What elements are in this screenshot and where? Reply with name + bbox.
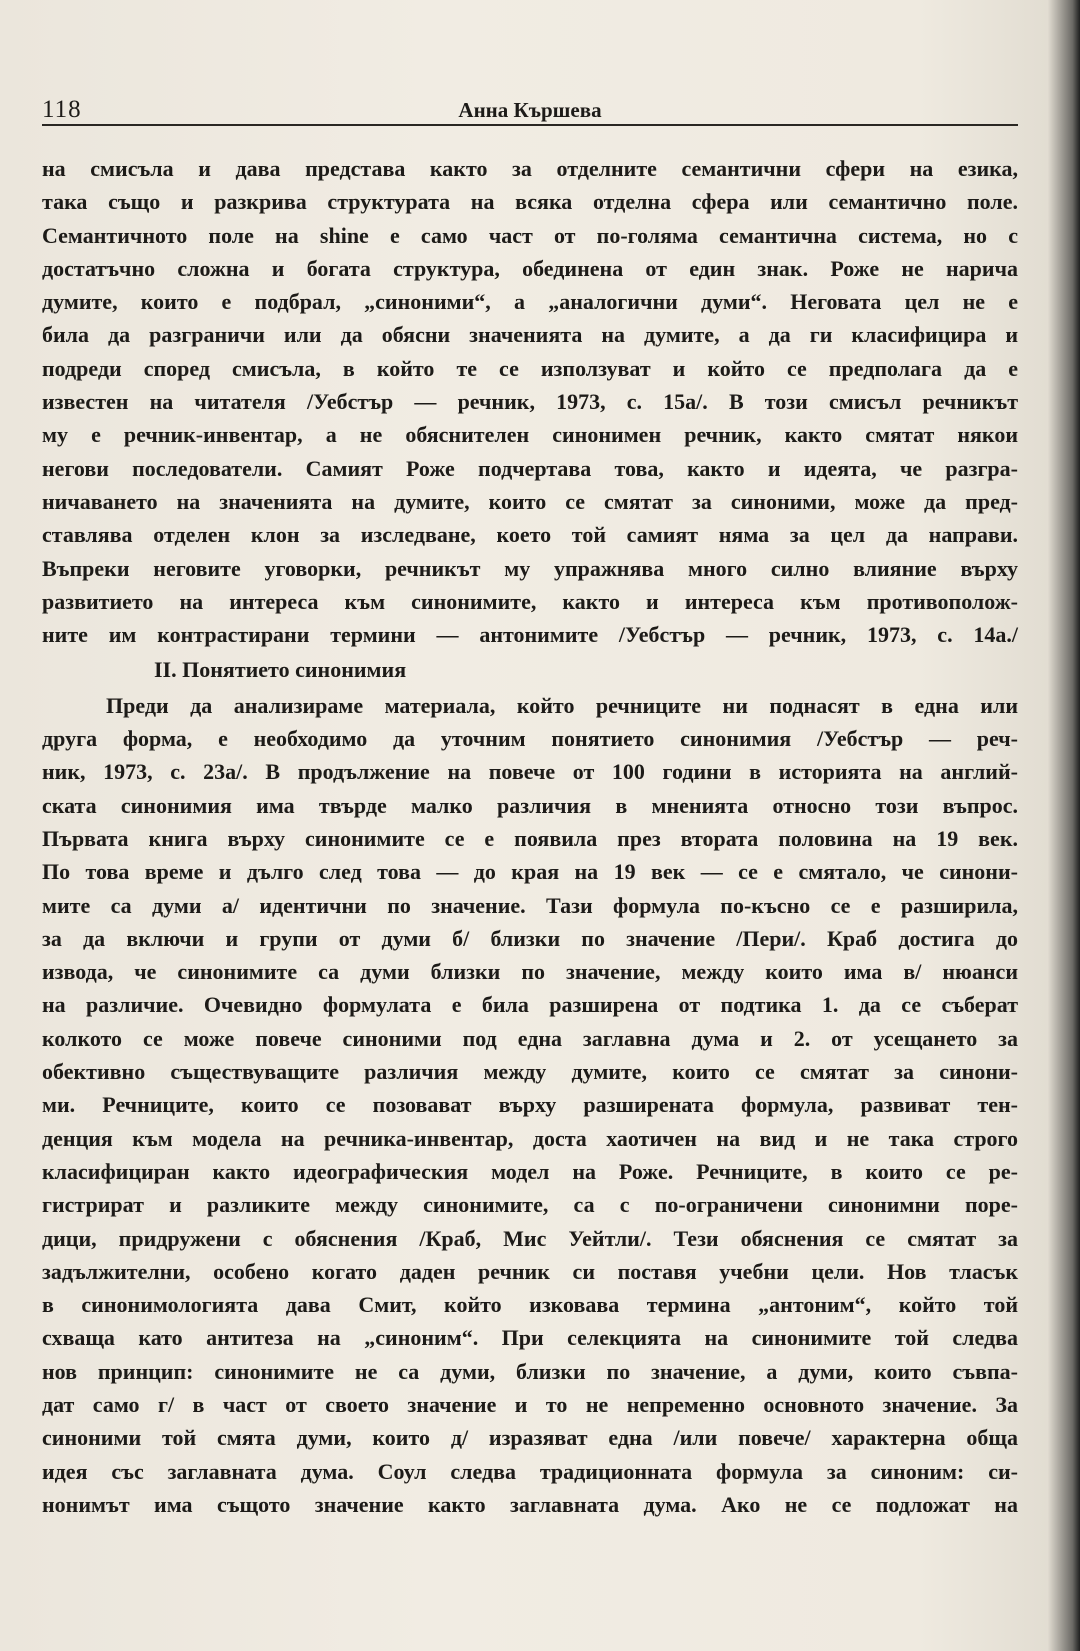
text-line: денция към модела на речника-инвентар, доста хаотичен на вид и не така строго <box>42 1125 1018 1151</box>
text-line: известен на читателя /Уебстър — речник, 1973, с. 15а/. В този смисъл речникът <box>42 389 1018 415</box>
text-line: така също и разкрива структурата на всяка отделна сфера или семантично поле. <box>42 189 1018 215</box>
text-line: мите са думи а/ идентични по значение. Тази формула по-късно се е разширила, <box>42 892 1018 918</box>
text-line: колкото се може повече синоними под една заглавна дума и 2. от усещането за <box>42 1025 1018 1051</box>
text-line: класифициран както идеографическия модел на Роже. Речниците, в които се ре- <box>42 1158 1018 1184</box>
text-line: на смисъла и дава представа както за отделните семантични сфери на езика, <box>42 156 1018 181</box>
text-line: Семантичното поле на shine е само част от по-голяма семантична система, но с <box>42 222 1018 248</box>
text-line: му е речник-инвентар, а не обяснителен синонимен речник, както смятат някои <box>42 422 1018 448</box>
paragraph-2 <box>42 689 1018 1521</box>
text-line: ската синонимия има твърде малко различия в мненията относно този въпрос. <box>42 792 1018 818</box>
text-line: По това време и дълго след това — до края на 19 век — се е смятало, че синони- <box>42 859 1018 885</box>
text-line: Въпреки неговите уговорки, речникът му упражнява много силно влияние върху <box>42 555 1018 581</box>
text-line: ставлява отделен клон за изследване, което той самият няма за цел да направи. <box>42 522 1018 548</box>
text-line: ник, 1973, с. 23а/. В продължение на повече от 100 години в историята на англий- <box>42 759 1018 785</box>
text-line: в синонимологията дава Смит, който изковава термина „антоним“, който той <box>42 1292 1018 1318</box>
running-head-author: Анна Кършева <box>458 98 602 122</box>
text-line: нонимът има същото значение както заглавната дума. Ако не се подложат на <box>42 1491 1018 1517</box>
text-line: Първата книга върху синонимите се е появила през втората половина на 19 век. <box>42 825 1018 851</box>
text-line: развитието на интереса към синонимите, както и интереса към противополож- <box>42 588 1018 614</box>
text-line: извода, че синонимите са думи близки по значение, между които има в/ нюанси <box>42 959 1018 985</box>
text-line: дат само г/ в част от своето значение и то не непременно основното значение. За <box>42 1391 1018 1417</box>
text-line: достатъчно сложна и богата структура, обединена от един знак. Роже не нарича <box>42 255 1018 281</box>
text-line: ничаването на значенията на думите, които се смятат за синоними, може да пред- <box>42 488 1018 514</box>
text-line: обективно съществуващите различия между думите, които се смятат за синони- <box>42 1059 1018 1085</box>
text-line: идея със заглавната дума. Соул следва традиционната формула за синоним: си- <box>42 1458 1018 1484</box>
text-line: Преди да анализираме материала, който речниците ни поднасят в една или <box>106 692 1018 718</box>
text-line: ните им контрастирани термини — антонимите /Уебстър — речник, 1973, с. 14а./ <box>42 622 1018 648</box>
text-line: нов принцип: синонимите не са думи, близки по значение, а думи, които съвпа- <box>42 1358 1018 1384</box>
text-line: подреди според смисъла, в който те се използуват и който се предполага да е <box>42 355 1018 381</box>
text-line: думите, които е подбрал, „синоними“, а „аналогични думи“. Неговата цел не е <box>42 289 1018 315</box>
section-heading: II. Понятието синонимия <box>154 657 407 683</box>
text-line: на различие. Очевидно формулата е била разширена от подтика 1. да се съберат <box>42 992 1018 1018</box>
page-body <box>42 152 1018 1521</box>
text-line: друга форма, е необходимо да уточним понятието синонимия /Уебстър — реч- <box>42 726 1018 752</box>
text-line: задължителни, особено когато даден речник си поставя учебни цели. Нов тласък <box>42 1258 1018 1284</box>
text-line: синоними той смята думи, които д/ изразяват една /или повече/ характерна обща <box>42 1425 1018 1451</box>
text-line: дици, придружени с обяснения /Краб, Мис Уейтли/. Тези обяснения се смятат за <box>42 1225 1018 1251</box>
text-line: била да разграничи или да обясни значенията на думите, а да ги класифицира и <box>42 322 1018 348</box>
text-line: ми. Речниците, които се позовават върху разширената формула, развиват тен- <box>42 1092 1018 1118</box>
page-number: 118 <box>42 96 82 123</box>
paragraph-1 <box>42 152 1018 651</box>
text-line: негови последователи. Самият Роже подчертава това, както и идеята, че разгра- <box>42 455 1018 481</box>
text-line: схваща като антитеза на „синоним“. При селекцията на синонимите той следва <box>42 1325 1018 1351</box>
text-line: за да включи и групи от думи б/ близки по значение /Пери/. Краб достига до <box>42 925 1018 951</box>
page-header <box>42 92 1018 126</box>
text-line: гистрират и разликите между синонимите, са с по-ограничени синонимни поре- <box>42 1192 1018 1218</box>
